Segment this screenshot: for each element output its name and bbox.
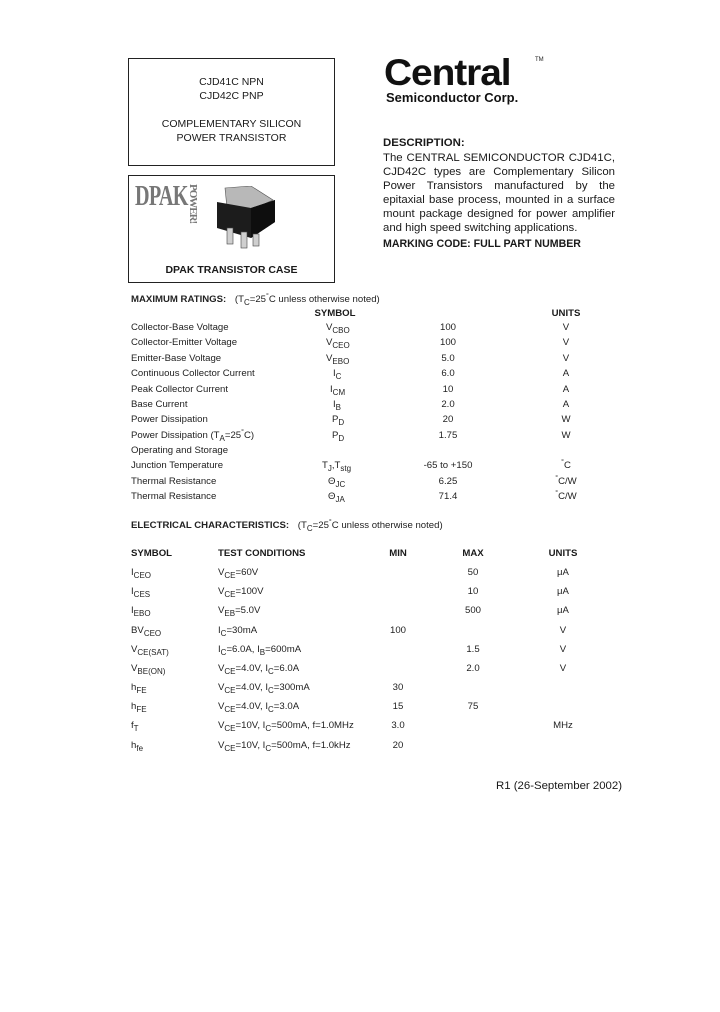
cell-min: 20: [392, 740, 404, 751]
cell-symbol: $h_{fe}$: [131, 740, 144, 753]
table-row: Base Current $I_B$ 2.0 A: [131, 399, 570, 412]
table-row: Thermal Resistance $\Theta_{JA}$ 71.4 °C/W: [131, 490, 577, 504]
table-row: [0, 625, 720, 639]
table-row: [0, 605, 720, 619]
table-row: [0, 663, 720, 677]
cell-test-condition: $I_C=30mA$: [218, 625, 258, 638]
cell-test-condition: $V_{CE}=4.0V$, $I_C=6.0A$: [218, 663, 300, 676]
electrical-col-test: TEST CONDITIONS: [218, 548, 306, 559]
cell-max: 75: [467, 701, 479, 712]
cell-test-condition: $V_{CE}=60V$: [218, 567, 259, 580]
table-row: Peak Collector Current $I_{CM}$ 10 A: [131, 384, 570, 397]
max-ratings-title: MAXIMUM RATINGS:: [131, 294, 227, 305]
max-ratings-col-units: UNITS: [551, 308, 581, 319]
table-row: Junction Temperature $T_J,T_{stg}$ -65 to +150 °C: [131, 459, 571, 473]
dpak-logo: [135, 181, 205, 224]
cell-test-condition: $V_{CE}=10V$, $I_C=500mA$, f=1.0MHz: [218, 720, 354, 733]
case-caption: DPAK TRANSISTOR CASE: [165, 264, 298, 276]
cell-units: μA: [557, 586, 569, 597]
cell-test-condition: $V_{CE}=100V$: [218, 586, 264, 599]
table-row: [0, 701, 720, 715]
cell-symbol: $V_{CE(SAT)}$: [131, 644, 169, 657]
table-row: Collector-Base Voltage $V_{CBO}$ 100 V: [131, 322, 570, 335]
cell-symbol: $V_{BE(ON)}$: [131, 663, 166, 676]
dpak-package-image: [211, 186, 281, 252]
cell-test-condition: $V_{CE}=4.0V$, $I_C=300mA$: [218, 682, 310, 695]
max-ratings-condition: ($T_C=25^\circ C$ unless otherwise noted): [234, 293, 380, 307]
cell-min: 100: [389, 625, 406, 636]
table-row: Power Dissipation $P_D$ 20 W: [131, 414, 571, 427]
cell-test-condition: $I_C=6.0A$, $I_B=600mA$: [218, 644, 302, 657]
electrical-col-min: MIN: [389, 548, 407, 559]
marking-code: MARKING CODE: FULL PART NUMBER: [383, 238, 581, 250]
part-number-npn: CJD41C NPN: [199, 76, 264, 88]
electrical-col-units: UNITS: [548, 548, 578, 559]
table-row: Thermal Resistance $\Theta_{JC}$ 6.25 °C/W: [131, 475, 577, 489]
cell-max: 50: [467, 567, 479, 578]
table-row: [0, 740, 720, 754]
electrical-title: ELECTRICAL CHARACTERISTICS:: [131, 520, 290, 531]
cell-max: 500: [464, 605, 481, 616]
cell-units: MHz: [553, 720, 573, 731]
table-row: Power Dissipation $(T_A=25^\circ C)$ $P_D$ 1.75 W: [131, 429, 571, 443]
cell-symbol: $I_{CEO}$: [131, 567, 152, 580]
cell-test-condition: $V_{CE}=4.0V$, $I_C=3.0A$: [218, 701, 300, 714]
table-row: [0, 644, 720, 658]
case-box: [128, 175, 335, 283]
max-ratings-heading: [131, 294, 380, 305]
description-heading: DESCRIPTION:: [383, 137, 465, 149]
max-ratings-col-symbol: SYMBOL: [314, 308, 356, 319]
table-row: [0, 720, 720, 734]
cell-units: μA: [557, 567, 569, 578]
part-number-pnp: CJD42C PNP: [199, 90, 264, 102]
cell-units: μA: [557, 605, 569, 616]
logo-wordmark: Central: [384, 52, 511, 93]
company-logo: [384, 54, 554, 104]
cell-min: 30: [392, 682, 404, 693]
cell-symbol: $h_{FE}$: [131, 682, 147, 695]
electrical-condition: ($T_C=25^\circ C$ unless otherwise noted): [297, 519, 443, 533]
logo-subtitle: Semiconductor Corp.: [386, 90, 519, 105]
cell-test-condition: $V_{CE}=10V$, $I_C=500mA$, f=1.0kHz: [218, 740, 351, 753]
cell-test-condition: $V_{EB}=5.0V$: [218, 605, 261, 618]
table-row: Collector-Emitter Voltage $V_{CEO}$ 100 V: [131, 337, 570, 350]
cell-max: 2.0: [466, 663, 480, 674]
electrical-heading: [131, 520, 443, 531]
electrical-col-symbol: SYMBOL: [131, 548, 173, 559]
cell-min: 3.0: [391, 720, 405, 731]
cell-symbol: $I_{CES}$: [131, 586, 151, 599]
table-row: [0, 567, 720, 581]
table-row: [0, 682, 720, 696]
cell-min: 15: [392, 701, 404, 712]
cell-symbol: $BV_{CEO}$: [131, 625, 162, 638]
table-row: [0, 586, 720, 600]
trademark-symbol: TM: [535, 57, 544, 63]
cell-units: V: [559, 625, 567, 636]
revision-note: R1 (26-September 2002): [496, 780, 622, 792]
cell-units: V: [559, 644, 567, 655]
cell-max: 10: [467, 586, 479, 597]
cell-max: 1.5: [466, 644, 480, 655]
cell-symbol: $I_{EBO}$: [131, 605, 151, 618]
table-row: Operating and Storage: [131, 445, 229, 456]
product-title-box: [128, 58, 335, 166]
product-title-line1: COMPLEMENTARY SILICON: [161, 118, 302, 130]
description-text: The CENTRAL SEMICONDUCTOR CJD41C, CJD42C types are Complementary Silicon Power Transistors manufactured by the epitaxial base process, mounted in a surface mount package designed for power amplifier and high speed switching applications.: [383, 152, 615, 234]
table-row: Emitter-Base Voltage $V_{EBO}$ 5.0 V: [131, 353, 570, 366]
table-row: Continuous Collector Current $I_C$ 6.0 A: [131, 368, 570, 381]
cell-symbol: $h_{FE}$: [131, 701, 147, 714]
electrical-col-max: MAX: [462, 548, 484, 559]
product-title-line2: POWER TRANSISTOR: [176, 132, 287, 144]
cell-units: V: [559, 663, 567, 674]
dpak-logo-text: DPAK: [135, 181, 188, 212]
dpak-logo-power-text: POWER!: [187, 184, 199, 224]
cell-symbol: $f_T$: [131, 720, 139, 733]
